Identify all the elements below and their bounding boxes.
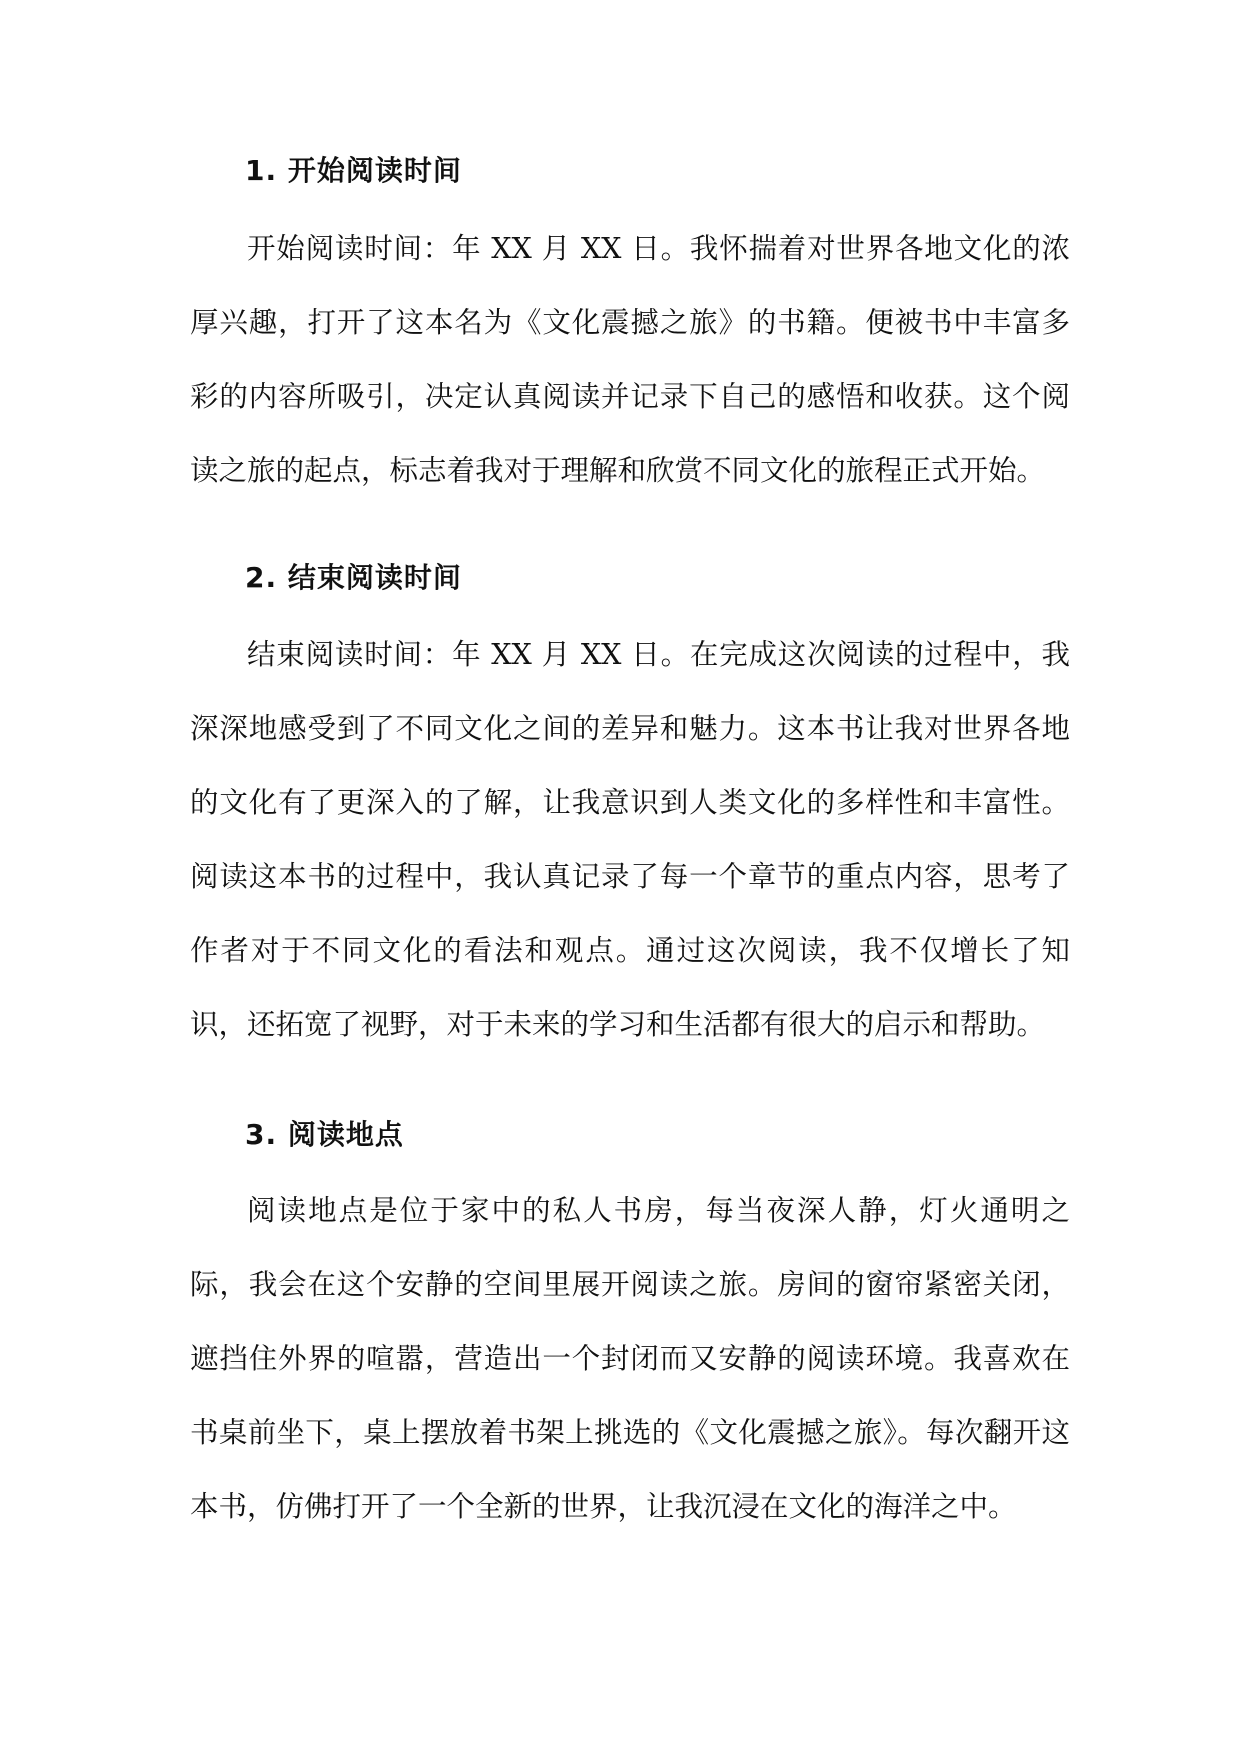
section-paragraph-start-time: 开始阅读时间：年 XX 月 XX 日。我怀揣着对世界各地文化的浓厚兴趣，打开了这本名为《文化震撼之旅》的书籍。便被书中丰富多彩的内容所吸引，决定认真阅读并记录下自己的感悟和收获。这个阅读之旅的起点，标志着我对于理解和欣赏不同文化的旅程正式开始。 — [190, 232, 1070, 487]
section-heading-start-time: 1. 开始阅读时间 — [245, 154, 462, 187]
section-heading-end-time: 2. 结束阅读时间 — [245, 561, 462, 594]
section-heading-location: 3. 阅读地点 — [245, 1118, 404, 1151]
section-paragraph-end-time: 结束阅读时间：年 XX 月 XX 日。在完成这次阅读的过程中，我深深地感受到了不同文化之间的差异和魅力。这本书让我对世界各地的文化有了更深入的了解，让我意识到人类文化的多样性和丰富性。阅读这本书的过程中，我认真记录了每一个章节的重点内容，思考了作者对于不同文化的看法和观点。通过这次阅读，我不仅增长了知识，还拓宽了视野，对于未来的学习和生活都有很大的启示和帮助。 — [190, 638, 1070, 1041]
section-paragraph-location: 阅读地点是位于家中的私人书房，每当夜深人静，灯火通明之际，我会在这个安静的空间里展开阅读之旅。房间的窗帘紧密关闭，遮挡住外界的喧嚣，营造出一个封闭而又安静的阅读环境。我喜欢在书桌前坐下，桌上摆放着书架上挑选的《文化震撼之旅》。每次翻开这本书，仿佛打开了一个全新的世界，让我沉浸在文化的海洋之中。 — [190, 1194, 1070, 1523]
